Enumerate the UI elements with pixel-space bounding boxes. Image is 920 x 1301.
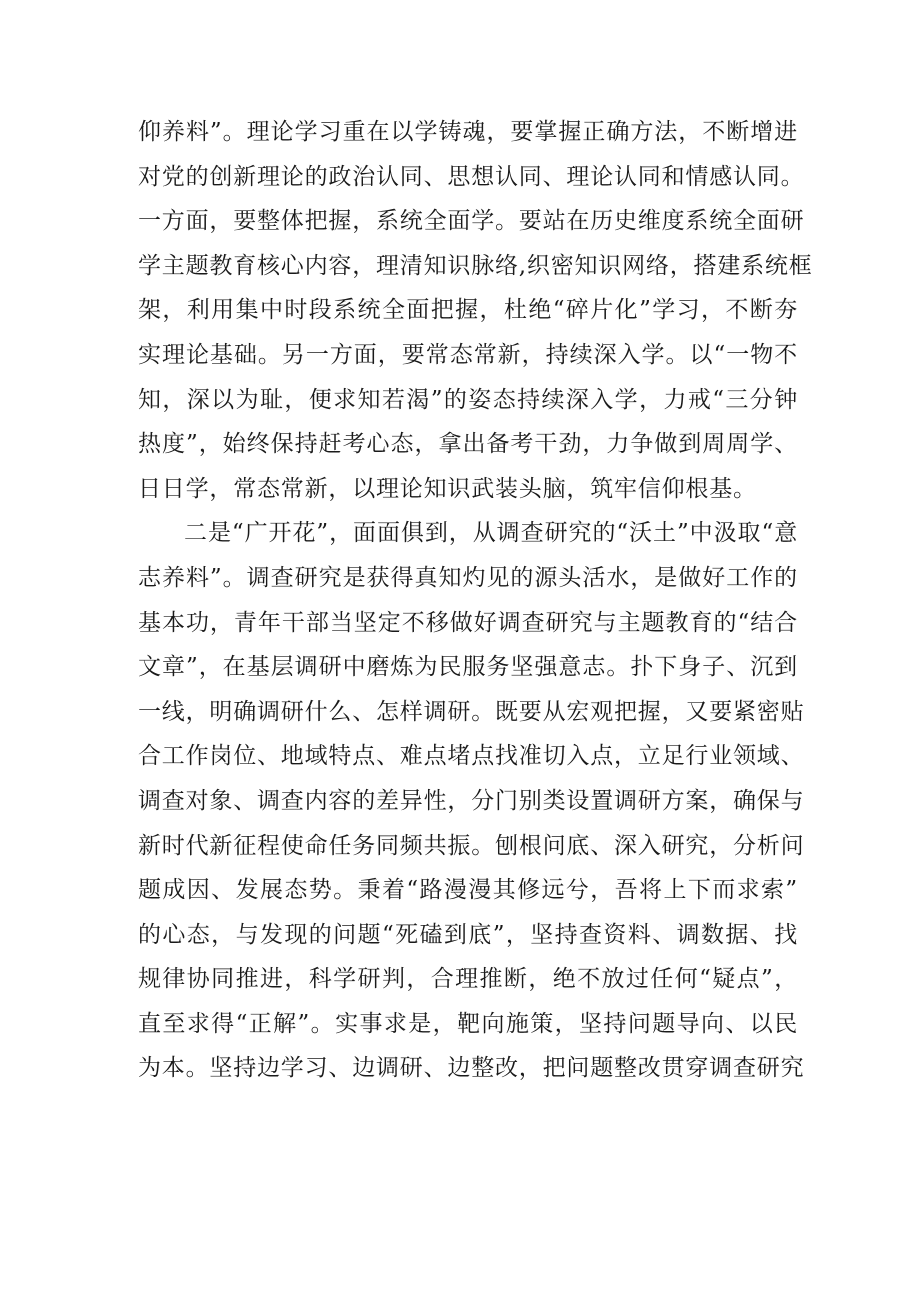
text-line: 文章”，在基层调研中磨炼为民服务坚强意志。扑下身子、沉到 (138, 654, 798, 681)
text-line: 日日学，常态常新，以理论知识武装头脑，筑牢信仰根基。 (138, 475, 757, 502)
text-line: 知，深以为耻，便求知若渴”的姿态持续深入学，力戒“三分钟 (138, 386, 798, 413)
text-line: 题成因、发展态势。秉着“路漫漫其修远兮，吾将上下而求索” (138, 877, 798, 904)
body-text (138, 110, 813, 1091)
text-line: 基本功，青年干部当坚定不移做好调查研究与主题教育的“结合 (138, 609, 798, 636)
paragraph-start-line: 二是“广开花”，面面俱到，从调查研究的“沃土”中汲取“意 (184, 520, 798, 547)
text-line: 仰养料”。理论学习重在以学铸魂，要掌握正确方法，不断增进 (138, 119, 798, 145)
text-line: 学主题教育核心内容，理清知识脉络,织密知识网络，搭建系统框 (138, 252, 813, 279)
text-line: 一线，明确调研什么、怎样调研。既要从宏观把握，又要紧密贴 (138, 698, 805, 725)
text-line: 调查对象、调查内容的差异性，分门别类设置调研方案，确保与 (138, 787, 805, 814)
text-line: 实理论基础。另一方面，要常态常新，持续深入学。以“一物不 (138, 341, 798, 368)
text-line: 规律协同推进，科学研判，合理推断，绝不放过任何“疑点”， (138, 966, 798, 993)
text-line: 志养料”。调查研究是获得真知灼见的源头活水，是做好工作的 (138, 564, 798, 591)
text-line: 合工作岗位、地域特点、难点堵点找准切入点，立足行业领域、 (138, 743, 805, 770)
text-line: 一方面，要整体把握，系统全面学。要站在历史维度系统全面研 (138, 208, 805, 235)
text-line: 的心态，与发现的问题“死磕到底”，坚持查资料、调数据、找 (138, 921, 798, 948)
text-line: 直至求得“正解”。实事求是，靶向施策，坚持问题导向、以民 (138, 1010, 798, 1037)
text-line: 新时代新征程使命任务同频共振。刨根问底、深入研究，分析问 (138, 832, 805, 859)
text-line: 为本。坚持边学习、边调研、边整改，把问题整改贯穿调查研究 (138, 1055, 805, 1082)
text-line: 热度”，始终保持赶考心态，拿出备考干劲，力争做到周周学、 (138, 431, 798, 458)
text-line: 对党的创新理论的政治认同、思想认同、理论认同和情感认同。 (138, 163, 805, 190)
text-line: 架，利用集中时段系统全面把握，杜绝“碎片化”学习，不断夯 (138, 297, 798, 324)
